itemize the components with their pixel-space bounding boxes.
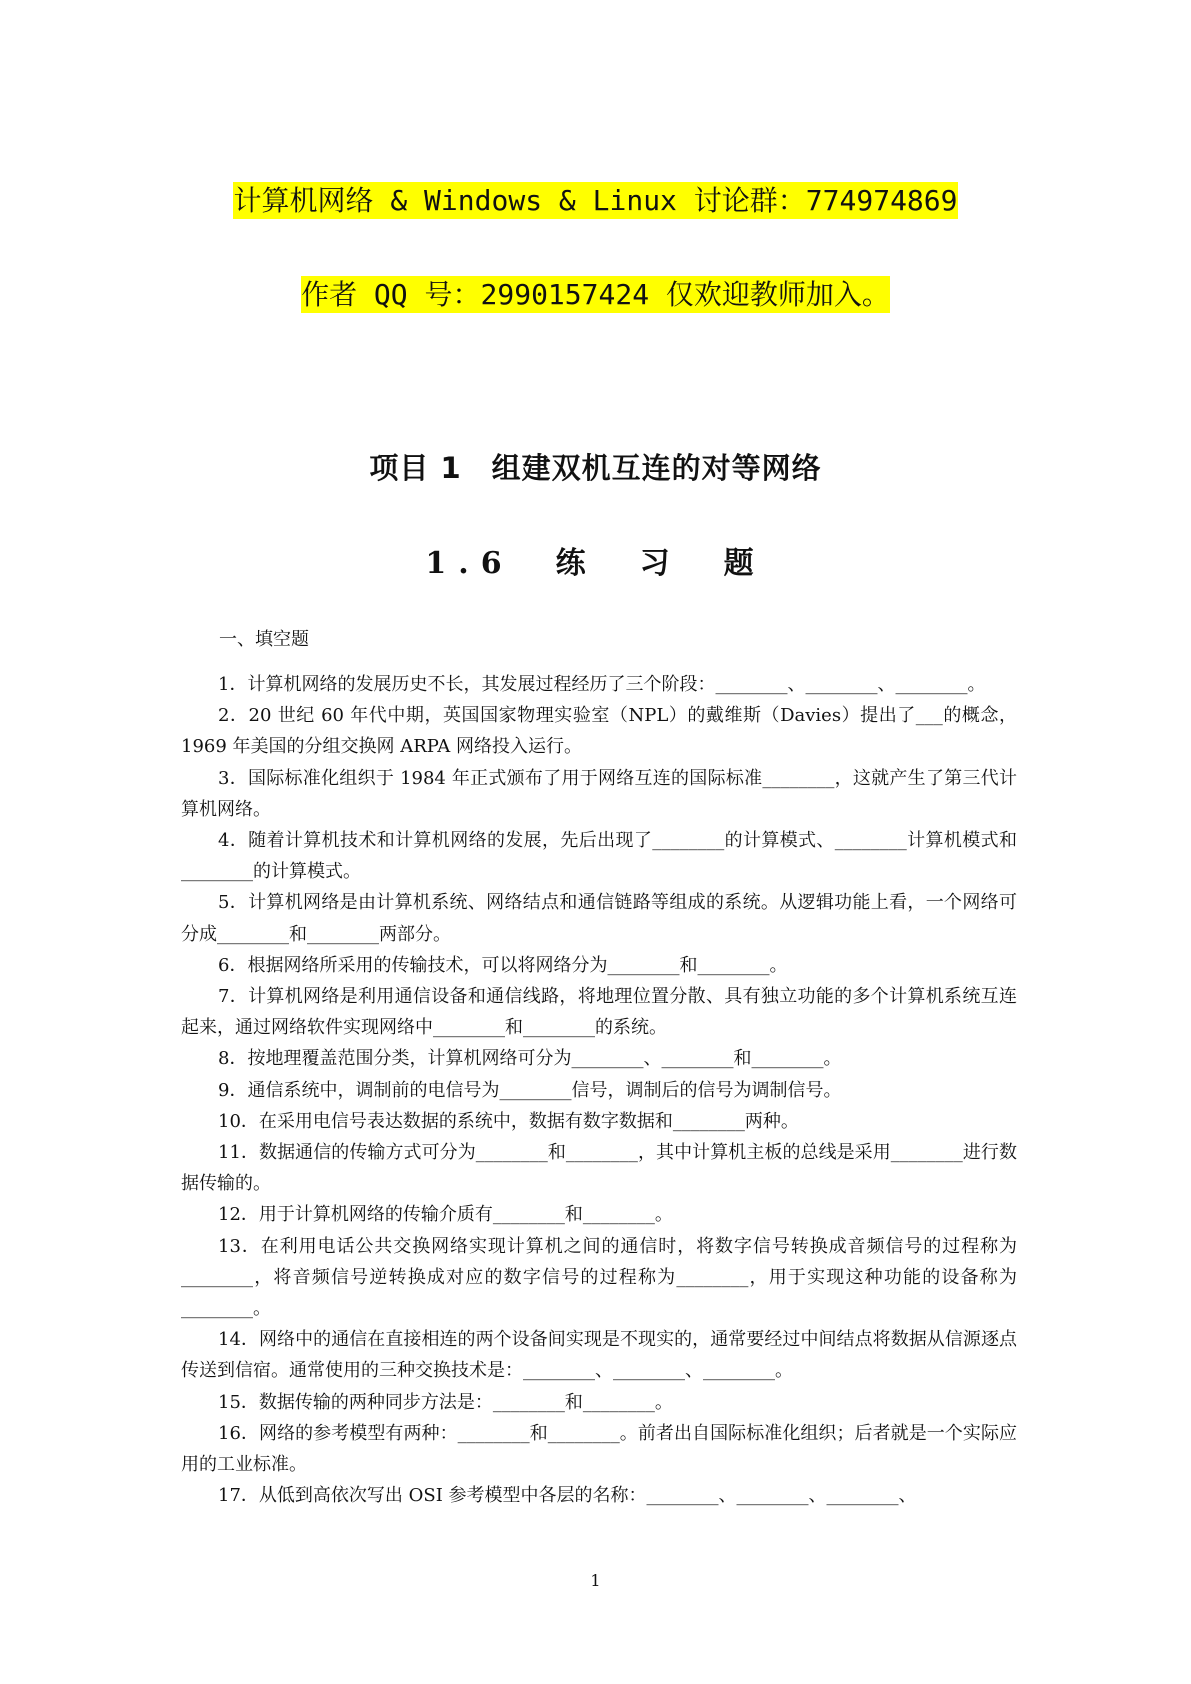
question-list xyxy=(181,669,1017,1511)
question-item: 4．随着计算机技术和计算机网络的发展，先后出现了________的计算模式、________计算机模式和________的计算模式。 xyxy=(181,830,1017,883)
question-item: 16．网络的参考模型有两种：________和________。前者出自国际标准化组织；后者就是一个实际应用的工业标准。 xyxy=(181,1422,1017,1476)
question-item: 7．计算机网络是利用通信设备和通信线路，将地理位置分散、具有独立功能的多个计算机系统互连起来，通过网络软件实现网络中________和________的系统。 xyxy=(181,986,1017,1039)
question-item: 11．数据通信的传输方式可分为________和________，其中计算机主板的总线是采用________进行数据传输的。 xyxy=(181,1142,1017,1195)
question-item: 9．通信系统中，调制前的电信号为________信号，调制后的信号为调制信号。 xyxy=(218,1079,842,1101)
question-item: 8．按地理覆盖范围分类，计算机网络可分为________、________和________。 xyxy=(218,1048,842,1070)
question-item: 6．根据网络所采用的传输技术，可以将网络分为________和________。 xyxy=(218,954,788,976)
question-item: 2．20 世纪 60 年代中期，英国国家物理实验室（NPL）的戴维斯（Davies）提出了___的概念，1969 年美国的分组交换网 ARPA 网络投入运行。 xyxy=(181,705,1017,758)
question-item: 14．网络中的通信在直接相连的两个设备间实现是不现实的，通常要经过中间结点将数据从信源逐点传送到信宿。通常使用的三种交换技术是：________、________、________。 xyxy=(181,1329,1017,1382)
question-item: 13．在利用电话公共交换网络实现计算机之间的通信时，将数字信号转换成音频信号的过程称为________，将音频信号逆转换成对应的数字信号的过程称为________，用于实现这种功能的设备称为________。 xyxy=(181,1235,1017,1320)
question-item: 17．从低到高依次写出 OSI 参考模型中各层的名称：________、________、________、 xyxy=(218,1485,917,1507)
question-item: 1．计算机网络的发展历史不长，其发展过程经历了三个阶段：________、________、________。 xyxy=(218,674,986,695)
discussion-group-banner xyxy=(0,181,1191,221)
question-item: 15．数据传输的两种同步方法是：________和________。 xyxy=(218,1391,673,1413)
author-qq-banner xyxy=(0,275,1191,315)
page-number: 1 xyxy=(590,1571,601,1590)
exercise-subtitle: 1.6 练 习 题 xyxy=(425,546,766,581)
question-item: 12．用于计算机网络的传输介质有________和________。 xyxy=(218,1204,673,1226)
question-item: 10．在采用电信号表达数据的系统中，数据有数字数据和________两种。 xyxy=(218,1110,799,1132)
question-item: 3．国际标准化组织于 1984 年正式颁布了用于网络互连的国际标准________，这就产生了第三代计算机网络。 xyxy=(181,767,1017,820)
author-qq-text: 作者 QQ 号：2990157424 仅欢迎教师加入。 xyxy=(301,278,890,311)
question-item: 5．计算机网络是由计算机系统、网络结点和通信链路等组成的系统。从逻辑功能上看，一个网络可分成________和________两部分。 xyxy=(181,892,1017,945)
project-title: 项目 1 组建双机互连的对等网络 xyxy=(369,451,822,485)
discussion-group-text: 计算机网络 & Windows & Linux 讨论群：774974869 xyxy=(233,184,958,217)
section-heading: 一、填空题 xyxy=(219,629,309,650)
